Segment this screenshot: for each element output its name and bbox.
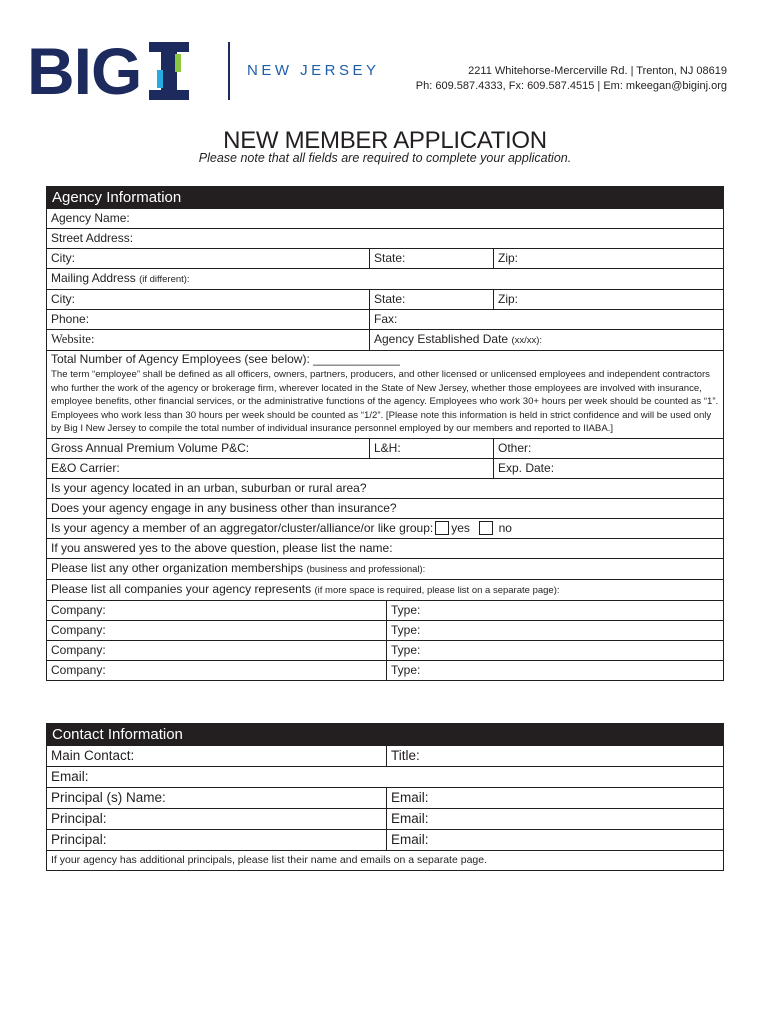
website-field[interactable]: Website: bbox=[51, 332, 95, 346]
agency-information-section bbox=[46, 186, 724, 681]
other-premium-field[interactable]: Other: bbox=[493, 439, 723, 458]
main-contact-row bbox=[47, 746, 723, 766]
agency-name-row bbox=[47, 209, 723, 228]
gross-premium-pc-field[interactable]: Gross Annual Premium Volume P&C: bbox=[51, 440, 250, 455]
company-row bbox=[47, 600, 723, 620]
principal-name-field[interactable]: Principal: bbox=[51, 832, 107, 847]
companies-represent-row bbox=[47, 579, 723, 600]
mailing-city-state-zip-row bbox=[47, 289, 723, 309]
agency-section-heading: Agency Information bbox=[47, 187, 723, 209]
yes-checkbox[interactable] bbox=[435, 521, 449, 535]
companies-represent-text: Please list all companies your agency represents bbox=[51, 581, 312, 596]
company-row bbox=[47, 620, 723, 640]
company-field[interactable]: Company: bbox=[51, 622, 106, 637]
state-field[interactable]: State: bbox=[369, 249, 493, 268]
principal-name-field[interactable]: Principal: bbox=[51, 811, 107, 826]
other-memberships-row bbox=[47, 558, 723, 579]
phone-field[interactable]: Phone: bbox=[51, 312, 90, 326]
other-business-question[interactable]: Does your agency engage in any business other than insurance? bbox=[51, 500, 397, 515]
principal-row bbox=[47, 787, 723, 808]
location-question[interactable]: Is your agency located in an urban, suburban or rural area? bbox=[51, 480, 367, 495]
additional-principals-row bbox=[47, 850, 723, 870]
company-field[interactable]: Company: bbox=[51, 602, 106, 617]
no-checkbox[interactable] bbox=[479, 521, 493, 535]
street-address-row bbox=[47, 228, 723, 248]
logo-divider bbox=[228, 42, 230, 100]
agency-name-field[interactable]: Agency Name: bbox=[51, 211, 130, 225]
principal-name-field[interactable]: Principal (s) Name: bbox=[51, 790, 166, 805]
no-label: no bbox=[498, 520, 512, 535]
exp-date-field[interactable]: Exp. Date: bbox=[493, 459, 723, 478]
website-established-row bbox=[47, 329, 723, 350]
mailing-address-label: Mailing Address bbox=[51, 271, 136, 285]
mailing-address-note: (if different): bbox=[139, 274, 190, 285]
city-field[interactable]: City: bbox=[51, 251, 75, 265]
company-row bbox=[47, 640, 723, 660]
principal-row bbox=[47, 808, 723, 829]
established-date-label: Agency Established Date bbox=[374, 332, 509, 346]
aggregator-question-label: Is your agency a member of an aggregator/cluster/alliance/or like group: bbox=[51, 520, 434, 535]
address-line-2: Ph: 609.587.4333, Fx: 609.587.4515 | Em: mkeegan@biginj.org bbox=[415, 80, 727, 92]
company-field[interactable]: Company: bbox=[51, 662, 106, 677]
main-contact-field[interactable]: Main Contact: bbox=[51, 748, 135, 763]
company-field[interactable]: Company: bbox=[51, 642, 106, 657]
logo-big-text: BIG bbox=[27, 34, 142, 108]
big-i-logo bbox=[27, 34, 189, 108]
type-field[interactable]: Type: bbox=[386, 641, 723, 660]
other-memberships-note: (business and professional): bbox=[306, 563, 426, 575]
logo-new-jersey: NEW JERSEY bbox=[247, 62, 380, 79]
type-field[interactable]: Type: bbox=[386, 601, 723, 620]
principal-email-field[interactable]: Email: bbox=[386, 830, 723, 850]
eo-carrier-field[interactable]: E&O Carrier: bbox=[51, 460, 120, 475]
location-question-row bbox=[47, 478, 723, 498]
other-memberships-field[interactable] bbox=[47, 559, 723, 579]
established-date-note: (xx/xx): bbox=[511, 335, 543, 346]
total-employees-field[interactable]: Total Number of Agency Employees (see below): _____________ bbox=[51, 352, 400, 366]
premium-volume-row bbox=[47, 438, 723, 458]
employees-row bbox=[47, 350, 723, 438]
mailing-state-field[interactable]: State: bbox=[369, 290, 493, 309]
mailing-city-field[interactable]: City: bbox=[51, 292, 75, 306]
email-field[interactable]: Email: bbox=[51, 769, 89, 784]
contact-information-section bbox=[46, 723, 724, 871]
email-row bbox=[47, 766, 723, 787]
principal-email-field[interactable]: Email: bbox=[386, 809, 723, 829]
eo-carrier-row bbox=[47, 458, 723, 478]
mailing-address-field[interactable] bbox=[47, 269, 723, 289]
mailing-address-row bbox=[47, 268, 723, 289]
logo-i-mark bbox=[149, 42, 189, 100]
address-line-1: 2211 Whitehorse-Mercerville Rd. | Trenton, NJ 08619 bbox=[468, 65, 727, 77]
type-field[interactable]: Type: bbox=[386, 661, 723, 680]
company-row bbox=[47, 660, 723, 680]
established-date-field[interactable] bbox=[369, 330, 723, 350]
page-title: NEW MEMBER APPLICATION bbox=[223, 127, 547, 154]
yes-label: yes bbox=[451, 520, 470, 535]
other-business-question-row bbox=[47, 498, 723, 518]
additional-principals-note: If your agency has additional principals, please list their name and emails on a separate page. bbox=[51, 854, 488, 866]
contact-section-heading: Contact Information bbox=[47, 724, 723, 746]
type-field[interactable]: Type: bbox=[386, 621, 723, 640]
street-address-field[interactable]: Street Address: bbox=[51, 231, 134, 245]
fax-field[interactable]: Fax: bbox=[369, 310, 723, 329]
title-field[interactable]: Title: bbox=[386, 746, 723, 766]
lh-field[interactable]: L&H: bbox=[369, 439, 493, 458]
aggregator-name-row bbox=[47, 538, 723, 558]
aggregator-name-field[interactable]: If you answered yes to the above question, please list the name: bbox=[51, 540, 393, 555]
city-state-zip-row bbox=[47, 248, 723, 268]
mailing-zip-field[interactable]: Zip: bbox=[493, 290, 723, 309]
principal-email-field[interactable]: Email: bbox=[386, 788, 723, 808]
aggregator-question bbox=[47, 519, 723, 538]
principal-row bbox=[47, 829, 723, 850]
page-subtitle: Please note that all fields are required to complete your application. bbox=[198, 151, 572, 165]
employee-definition-paragraph: The term “employee” shall be defined as all officers, owners, partners, producers, and other licensed or unlicensed employees and independent contractors who further the work of the agency or brokerage firm, wherever located in the State of New Jersey, whether those employees are involved with insurance, employee benefits, other financial services, or the administrative functions of the agency. Employees who work 30+ hours per week should be counted as “1”. Employees who work less than 30 hours per week should be counted as “1/2”. [Please note this information is held in strict confidence and will be used only by Big I New Jersey to compile the total number of individual insurance personnel employed by our members and reported to IIABA.] bbox=[51, 369, 719, 435]
companies-represent-note: (if more space is required, please list on a separate page): bbox=[314, 584, 560, 596]
companies-represent-label bbox=[47, 580, 723, 600]
aggregator-question-row bbox=[47, 518, 723, 538]
zip-field[interactable]: Zip: bbox=[493, 249, 723, 268]
phone-fax-row bbox=[47, 309, 723, 329]
other-memberships-label: Please list any other organization memberships bbox=[51, 560, 304, 575]
contact-address bbox=[416, 64, 727, 94]
